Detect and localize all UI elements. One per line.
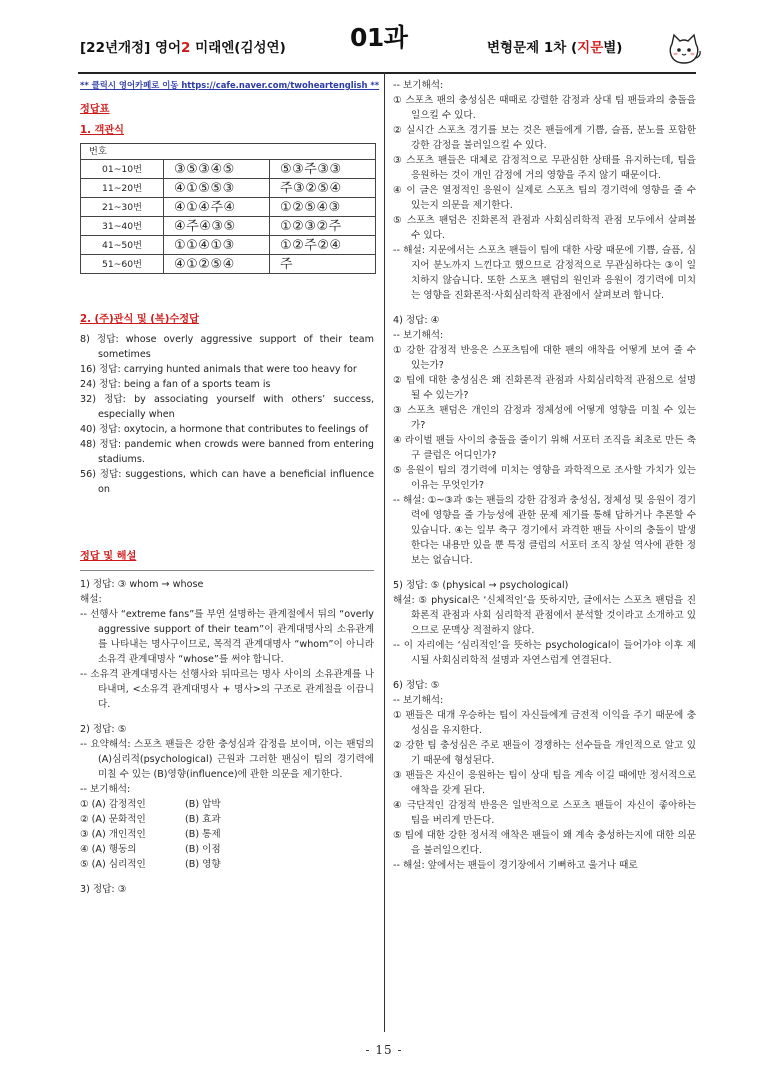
table-row: 21~30번 ④①④주④ ①②⑤④③: [81, 198, 376, 217]
q2-choice: ② (A) 문화적인 (B) 효과: [80, 814, 221, 825]
q1-explanation: -- 선행사 “extreme fans”를 부연 설명하는 관계절에서 뒤의 “overly aggressive support of their team”이 관계대명사의 소유관계를 나타내는 명사구이므로, 목적격 관계대명사 “whom”이 아니라 소유격 관계대명사 “whose”를 써야 합니다.: [80, 609, 374, 665]
subjective-answer: 40) 정답: oxytocin, a hormone that contributes to feelings of: [80, 424, 369, 435]
table-header: 번호: [81, 144, 376, 160]
q3-choice: ② 실시간 스포츠 경기를 보는 것은 팬들에게 기쁨, 슬픔, 분노를 포함한 강한 감정을 불러일으킬 수 있다.: [393, 125, 696, 151]
subjective-answer: 8) 정답: whose overly aggressive support of their team sometimes: [80, 334, 374, 360]
table-row: 11~20번 ④①⑤⑤③ 주③②⑤④: [81, 179, 376, 198]
lesson-title: 01과: [350, 23, 408, 52]
q3-choice: ① 스포츠 팬의 충성심은 때때로 강렬한 감정과 상대 팀 팬들과의 충돌을 일으킬 수 있다.: [393, 95, 696, 121]
q4-choice: ③ 스포츠 팬덤은 개인의 감정과 정체성에 어떻게 영향을 미칠 수 있는가?: [393, 405, 696, 431]
table-row: 51~60번 ④①②⑤④ 주: [81, 255, 376, 274]
cafe-link[interactable]: ** 클릭시 영어카페로 이동 https://cafe.naver.com/twoheartenglish **: [80, 80, 380, 90]
left-column: [80, 78, 380, 897]
q1-explanation: -- 소유격 관계대명사는 선행사와 뒤따르는 명사 사이의 소유관계를 나타내며, <소유격 관계대명사 + 명사>의 구조로 관계절을 이끕니다.: [80, 669, 374, 710]
right-column: [393, 78, 696, 873]
q3-choice: ⑤ 스포츠 팬덤은 진화론적 관점과 사회심리학적 관점 모두에서 살펴볼 수 있다.: [393, 215, 696, 241]
cat-mascot-icon: [666, 32, 702, 66]
q4-choice: ⑤ 응원이 팀의 경기력에 미치는 영향을 과학적으로 조사할 가치가 있는 이유는 무엇인가?: [393, 465, 696, 491]
q5-explanation: 해설: ⑤ physical은 ‘신체적인’을 뜻하지만, 글에서는 스포츠 팬덤을 진화론적 관점과 사회 심리학적 관점에서 분석할 것이라고 소개하고 있으므로 문맥상 적절하지 않다.: [393, 595, 696, 636]
q4-choice: ① 강한 감정적 반응은 스포츠팀에 대한 팬의 애착을 어떻게 보여 줄 수 있는가?: [393, 345, 696, 371]
q5-explanation: -- 이 자리에는 ‘심리적인’을 뜻하는 psychological이 들어가야 이후 제시될 사회심리학적 설명과 자연스럽게 연결된다.: [393, 640, 696, 666]
subjective-answer: 16) 정답: carrying hunted animals that were too heavy for: [80, 364, 357, 375]
q6-choice: ② 강한 팀 충성심은 주로 팬들이 경쟁하는 선수들을 개인적으로 알고 있기 때문에 형성된다.: [393, 740, 696, 766]
table-row: 41~50번 ①①④①③ ①②주②④: [81, 236, 376, 255]
objective-title: 1. 객관식: [80, 125, 125, 136]
q3-answer: 3) 정답: ③: [80, 884, 127, 895]
q6-choice: ⑤ 팀에 대한 강한 정서적 애착은 팬들이 왜 계속 충성하는지에 대한 의문을 불러일으킨다.: [393, 830, 696, 856]
q2-choice: ④ (A) 행동의 (B) 이점: [80, 844, 221, 855]
q2-choice: ③ (A) 개인적인 (B) 통제: [80, 829, 221, 840]
q4-choice: ④ 라이벌 팬들 사이의 충돌을 줄이기 위해 서포터 조직을 최초로 만든 축구 클럽은 어디인가?: [393, 435, 696, 461]
q3-choices-label: -- 보기해석:: [393, 80, 444, 91]
page-number: - 15 -: [365, 1043, 403, 1057]
q2-answer: 2) 정답: ⑤: [80, 724, 127, 735]
table-row: 31~40번 ④주④③⑤ ①②③②주: [81, 217, 376, 236]
page-header: [0, 23, 768, 72]
q6-choice: ③ 팬들은 자신이 응원하는 팀이 상대 팀을 계속 이길 때에만 정서적으로 애착을 갖게 된다.: [393, 770, 696, 796]
explanation-title: 정답 및 해설: [80, 551, 137, 562]
q2-summary: -- 요약해석: 스포츠 팬들은 강한 충성심과 감정을 보이며, 이는 팬덤의 (A)심리적(psychological) 근원과 그러한 팬심이 팀의 경기력에 미칠 수 있는 (B)영향(influence)에 관한 의문을 제기한다.: [80, 739, 374, 780]
q6-choices-label: -- 보기해석:: [393, 695, 444, 706]
q6-explanation: -- 해설: 앞에서는 팬들이 경기장에서 기뻐하고 울거나 때로: [393, 860, 638, 871]
subjective-answer: 32) 정답: by associating yourself with others’ success, especially when: [80, 394, 374, 420]
table-row: 01~10번 ③⑤③④⑤ ⑤③주③③: [81, 160, 376, 179]
q3-explanation: -- 해설: 지문에서는 스포츠 팬들이 팀에 대한 사랑 때문에 기쁨, 슬픔, 심지어 분노까지 느낀다고 했으므로 감정적으로 무관심하다는 ③이 일치하지 않습니다. 또한 스포츠 팬덤의 원인과 응원이 경기력에 미치는 영향을 진화론적·사회심리학적 관점에서 살펴보려 합니다.: [393, 245, 696, 301]
answer-table: [80, 143, 376, 274]
book-title: [22년개정] 영어2 미래엔(김성연): [80, 40, 286, 56]
q1-answer: 1) 정답: ③ whom → whose: [80, 579, 204, 590]
q6-choice: ④ 극단적인 감정적 반응은 일반적으로 스포츠 팬들이 자신이 좋아하는 팀을 버리게 만든다.: [393, 800, 696, 826]
subjective-title: 2. (주)관식 및 (복)수정답: [80, 314, 199, 325]
q4-choice: ② 팀에 대한 충성심은 왜 진화론적 관점과 사회심리학적 관점으로 설명될 수 있는가?: [393, 375, 696, 401]
subjective-answer: 48) 정답: pandemic when crowds were banned from entering stadiums.: [80, 439, 374, 465]
q4-answer: 4) 정답: ④: [393, 315, 440, 326]
q4-explanation: -- 해설: ①~③과 ⑤는 팬들의 강한 감정과 충성심, 정체성 및 응원이 경기력에 영향을 줄 가능성에 관한 문제 제기를 통해 답하거나 추론할 수 있습니다. ④는 일부 축구 경기에서 과격한 팬들 사이의 충돌이 발생한다는 내용만 있을 뿐 특정 클럽의 서포터 조직 창설 역사에 관한 정보는 없습니다.: [393, 495, 697, 566]
answer-table-title: 정답표: [80, 104, 110, 115]
q6-choice: ① 팬들은 대개 우승하는 팀이 자신들에게 금전적 이익을 주기 때문에 충성심을 유지한다.: [393, 710, 696, 736]
worksheet-title: 변형문제 1차 (지문별): [487, 40, 623, 56]
q5-answer: 5) 정답: ⑤ (physical → psychological): [393, 580, 569, 591]
subjective-answer: 24) 정답: being a fan of a sports team is: [80, 379, 271, 390]
q2-choice: ⑤ (A) 심리적인 (B) 영향: [80, 859, 221, 870]
column-divider: [384, 72, 385, 1032]
q4-choices-label: -- 보기해석:: [393, 330, 444, 341]
q3-choice: ③ 스포츠 팬들은 대체로 감정적으로 무관심한 상태를 유지하는데, 팀을 응원하는 것이 개인 감정에 거의 영향을 주지 않기 때문이다.: [393, 155, 696, 181]
q2-choice: ① (A) 감정적인 (B) 압박: [80, 799, 221, 810]
q6-answer: 6) 정답: ⑤: [393, 680, 440, 691]
q2-choices-label: -- 보기해석:: [80, 784, 131, 795]
q3-choice: ④ 이 글은 열정적인 응원이 실제로 스포츠 팀의 경기력에 영향을 줄 수 있는지 의문을 제기한다.: [393, 185, 696, 211]
q1-block: [80, 570, 374, 712]
header-rule: [78, 72, 696, 74]
subjective-answer: 56) 정답: suggestions, which can have a beneficial influence on: [80, 469, 374, 495]
q1-label: 해설:: [80, 594, 102, 605]
